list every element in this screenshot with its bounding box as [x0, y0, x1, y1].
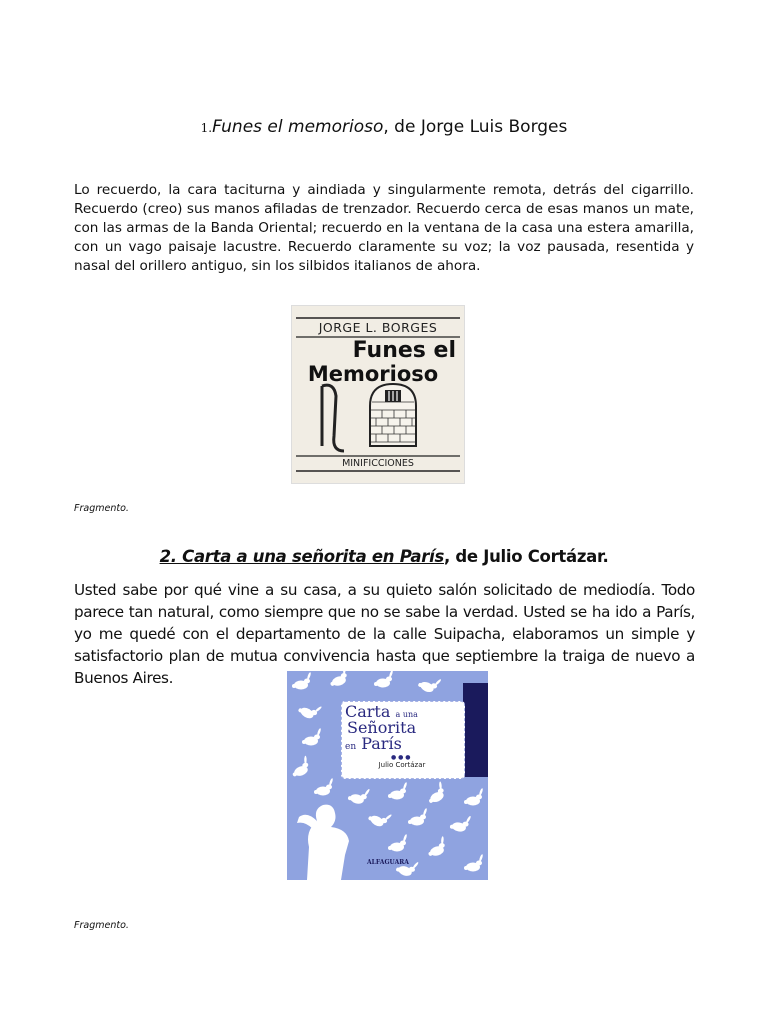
head-brick-icon: [370, 384, 416, 446]
carta-cover-author: Julio Cortázar: [378, 761, 426, 769]
funes-cover-author: JORGE L. BORGES: [318, 320, 438, 335]
carta-cover-publisher: ALFAGUARA: [367, 859, 409, 866]
carta-cover-word-carta: Carta: [345, 702, 391, 721]
carta-cover-dots: ● ● ●: [391, 754, 411, 761]
funes-book-cover: [291, 305, 465, 484]
carta-cover-word-paris: París: [361, 734, 402, 753]
section1-byline: , de Jorge Luis Borges: [383, 117, 568, 137]
carta-cover-word-en: en: [345, 742, 357, 752]
carta-cover-title-line3: [345, 736, 402, 755]
section2-caption: Fragmento.: [74, 920, 129, 931]
section1-caption: Fragmento.: [74, 503, 129, 514]
funes-cover-title-line2: Memorioso: [307, 362, 439, 386]
section2-byline: , de Julio Cortázar.: [443, 547, 609, 566]
section1-paragraph: Lo recuerdo, la cara taciturna y aindiada y singularmente remota, detrás del cigarrillo. Recuerdo (creo) sus manos afiladas de trenzador. Recuerdo cerca de esas manos un mate, con las armas de la Banda Oriental; recuerdo en la ventana de la casa una estera amarilla, con un vago paisaje lacustre. Recuerdo claramente su voz; la voz pausada, resentida y nasal del orillero antiguo, sin los silbidos italianos de ahora.: [74, 182, 694, 274]
carta-cover-title-line2: Señorita: [347, 718, 417, 737]
carta-book-cover: [287, 671, 488, 880]
funes-cover-title-line1: Funes el: [352, 338, 456, 363]
section1-number: 1.: [200, 121, 213, 135]
carta-cover-word-a-una: a una: [395, 710, 418, 719]
carta-cover-band: [463, 683, 488, 777]
section2-paragraph: Usted sabe por qué vine a su casa, a su quieto salón solicitado de mediodía. Todo parece tan natural, como siempre que no se sabe la verdad. Usted se ha ido a París, yo me quedé con el departamento de la calle Suipacha, elaboramos un simple y satisfactorio plan de mutua convivencia hasta que septiembre la traiga de nuevo a Buenos Aires.: [74, 581, 695, 687]
section2-heading: [0, 547, 768, 566]
funes-cover-series: MINIFICCIONES: [342, 458, 414, 469]
section1-heading: [0, 117, 768, 137]
section1-title: Funes el memorioso: [212, 117, 384, 137]
section2-title: 2. Carta a una señorita en París: [159, 547, 444, 566]
